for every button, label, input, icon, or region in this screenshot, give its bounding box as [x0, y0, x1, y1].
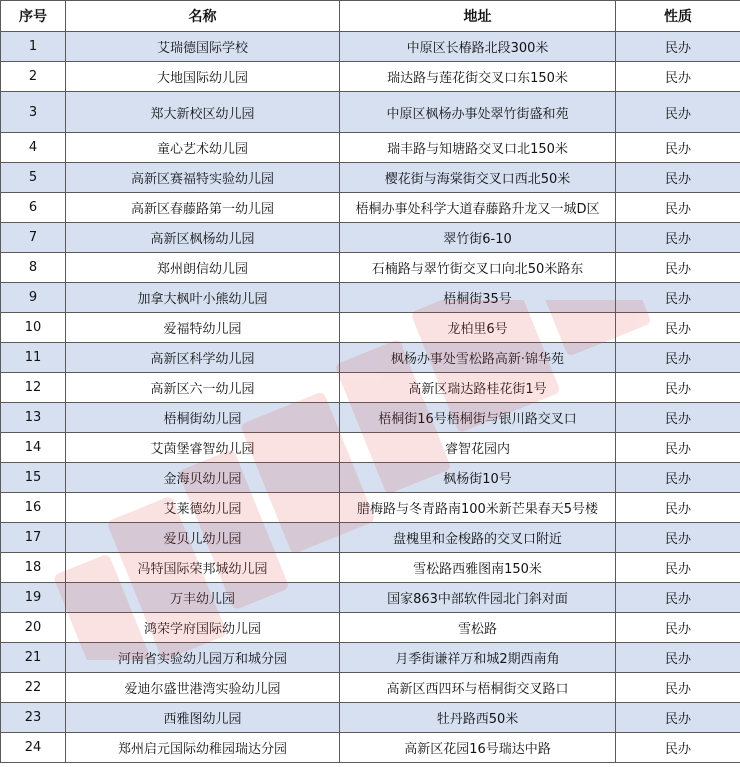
cell-no: 12 [1, 373, 66, 403]
cell-type: 民办 [616, 283, 740, 313]
cell-type: 民办 [616, 163, 740, 193]
cell-type: 民办 [616, 193, 740, 223]
cell-type: 民办 [616, 313, 740, 343]
cell-no: 18 [1, 553, 66, 583]
cell-type: 民办 [616, 133, 740, 163]
cell-name: 西雅图幼儿园 [66, 703, 340, 733]
cell-address: 高新区西四环与梧桐街交叉路口 [340, 673, 616, 703]
cell-name: 高新区赛福特实验幼儿园 [66, 163, 340, 193]
table-row [1, 553, 740, 583]
table-row [1, 403, 740, 433]
cell-address: 高新区花园16号瑞达中路 [340, 733, 616, 763]
cell-name: 郑州启元国际幼稚园瑞达分园 [66, 733, 340, 763]
table-row [1, 313, 740, 343]
cell-address: 龙柏里6号 [340, 313, 616, 343]
cell-no: 10 [1, 313, 66, 343]
cell-address: 高新区瑞达路桂花街1号 [340, 373, 616, 403]
cell-name: 金海贝幼儿园 [66, 463, 340, 493]
cell-type: 民办 [616, 523, 740, 553]
cell-name: 冯特国际荣邦城幼儿园 [66, 553, 340, 583]
cell-no: 21 [1, 643, 66, 673]
table-row [1, 193, 740, 223]
cell-name: 高新区六一幼儿园 [66, 373, 340, 403]
cell-address: 睿智花园内 [340, 433, 616, 463]
cell-no: 20 [1, 613, 66, 643]
table-row [1, 463, 740, 493]
header-type: 性质 [616, 1, 740, 32]
cell-no: 24 [1, 733, 66, 763]
cell-name: 童心艺术幼儿园 [66, 133, 340, 163]
cell-type: 民办 [616, 92, 740, 133]
cell-type: 民办 [616, 433, 740, 463]
cell-type: 民办 [616, 643, 740, 673]
cell-no: 17 [1, 523, 66, 553]
cell-type: 民办 [616, 583, 740, 613]
cell-address: 梧桐办事处科学大道春藤路升龙又一城D区 [340, 193, 616, 223]
cell-no: 19 [1, 583, 66, 613]
cell-address: 中原区长椿路北段300米 [340, 32, 616, 62]
cell-address: 枫杨办事处雪松路高新·锦华苑 [340, 343, 616, 373]
cell-type: 民办 [616, 373, 740, 403]
table-body [1, 32, 740, 763]
cell-type: 民办 [616, 733, 740, 763]
cell-address: 腊梅路与冬青路南100米新芒果春天5号楼 [340, 493, 616, 523]
table-row [1, 493, 740, 523]
table-row [1, 163, 740, 193]
cell-address: 月季街谦祥万和城2期西南角 [340, 643, 616, 673]
cell-address: 雪松路 [340, 613, 616, 643]
cell-address: 国家863中部软件园北门斜对面 [340, 583, 616, 613]
cell-name: 高新区科学幼儿园 [66, 343, 340, 373]
cell-no: 6 [1, 193, 66, 223]
cell-no: 2 [1, 62, 66, 92]
cell-type: 民办 [616, 223, 740, 253]
cell-name: 河南省实验幼儿园万和城分园 [66, 643, 340, 673]
cell-no: 11 [1, 343, 66, 373]
cell-type: 民办 [616, 32, 740, 62]
cell-address: 枫杨街10号 [340, 463, 616, 493]
table-row [1, 703, 740, 733]
cell-no: 1 [1, 32, 66, 62]
table-row [1, 433, 740, 463]
cell-no: 4 [1, 133, 66, 163]
table-row [1, 283, 740, 313]
cell-address: 翠竹街6-10 [340, 223, 616, 253]
cell-name: 高新区枫杨幼儿园 [66, 223, 340, 253]
table-row [1, 373, 740, 403]
cell-address: 石楠路与翠竹街交叉口向北50米路东 [340, 253, 616, 283]
cell-type: 民办 [616, 463, 740, 493]
cell-type: 民办 [616, 493, 740, 523]
cell-address: 梧桐街16号梧桐街与银川路交叉口 [340, 403, 616, 433]
cell-no: 15 [1, 463, 66, 493]
table-row [1, 32, 740, 62]
table-row [1, 343, 740, 373]
cell-address: 雪松路西雅图南150米 [340, 553, 616, 583]
table-row [1, 613, 740, 643]
cell-no: 3 [1, 92, 66, 133]
cell-name: 郑州朗信幼儿园 [66, 253, 340, 283]
cell-type: 民办 [616, 253, 740, 283]
table-row [1, 673, 740, 703]
table-row [1, 62, 740, 92]
cell-type: 民办 [616, 343, 740, 373]
cell-name: 艾瑞德国际学校 [66, 32, 340, 62]
cell-address: 中原区枫杨办事处翠竹街盛和苑 [340, 92, 616, 133]
header-no: 序号 [1, 1, 66, 32]
cell-no: 23 [1, 703, 66, 733]
cell-name: 大地国际幼儿园 [66, 62, 340, 92]
cell-name: 艾莱德幼儿园 [66, 493, 340, 523]
cell-no: 13 [1, 403, 66, 433]
cell-name: 艾茵堡睿智幼儿园 [66, 433, 340, 463]
cell-type: 民办 [616, 62, 740, 92]
cell-name: 爱福特幼儿园 [66, 313, 340, 343]
cell-type: 民办 [616, 553, 740, 583]
cell-no: 16 [1, 493, 66, 523]
table-row [1, 133, 740, 163]
cell-address: 牡丹路西50米 [340, 703, 616, 733]
cell-name: 万丰幼儿园 [66, 583, 340, 613]
header-name: 名称 [66, 1, 340, 32]
cell-name: 爱贝儿幼儿园 [66, 523, 340, 553]
cell-address: 瑞达路与莲花街交叉口东150米 [340, 62, 616, 92]
cell-address: 樱花街与海棠街交叉口西北50米 [340, 163, 616, 193]
table-row [1, 583, 740, 613]
cell-no: 8 [1, 253, 66, 283]
cell-no: 22 [1, 673, 66, 703]
cell-no: 7 [1, 223, 66, 253]
cell-address: 盘槐里和金梭路的交叉口附近 [340, 523, 616, 553]
table-row [1, 92, 740, 133]
cell-no: 14 [1, 433, 66, 463]
cell-type: 民办 [616, 703, 740, 733]
header-row [1, 1, 740, 32]
cell-no: 9 [1, 283, 66, 313]
cell-name: 鸿荣学府国际幼儿园 [66, 613, 340, 643]
cell-address: 梧桐街35号 [340, 283, 616, 313]
table-row [1, 523, 740, 553]
cell-type: 民办 [616, 403, 740, 433]
cell-name: 梧桐街幼儿园 [66, 403, 340, 433]
table-row [1, 733, 740, 763]
table-row [1, 643, 740, 673]
cell-type: 民办 [616, 613, 740, 643]
cell-name: 爱迪尔盛世港湾实验幼儿园 [66, 673, 340, 703]
cell-name: 高新区春藤路第一幼儿园 [66, 193, 340, 223]
cell-name: 郑大新校区幼儿园 [66, 92, 340, 133]
table-row [1, 223, 740, 253]
cell-address: 瑞丰路与知塘路交叉口北150米 [340, 133, 616, 163]
cell-type: 民办 [616, 673, 740, 703]
header-address: 地址 [340, 1, 616, 32]
table-row [1, 253, 740, 283]
cell-name: 加拿大枫叶小熊幼儿园 [66, 283, 340, 313]
cell-no: 5 [1, 163, 66, 193]
